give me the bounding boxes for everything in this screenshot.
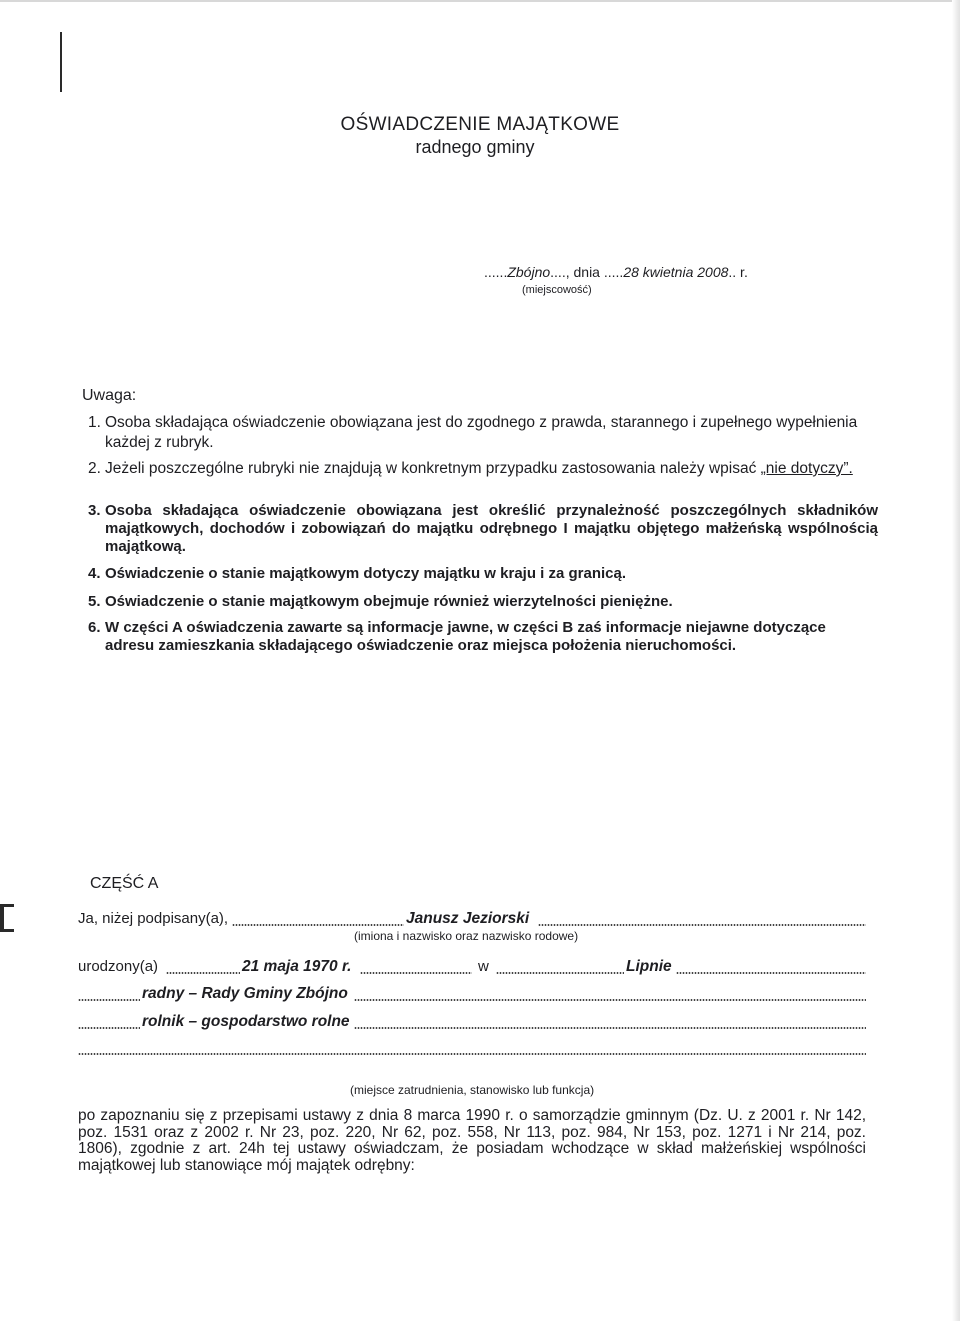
note-text: Osoba składająca oświadczenie obowiązana jest określić przynależność poszczególnych składników majątkowych, dochodów i zobowiązań do majątku odrębnego I majątku objętego małżeńską wspólnością majątkową. xyxy=(105,502,878,555)
declarant-caption: (imiona i nazwisko oraz nazwisko rodowe) xyxy=(354,929,579,943)
note-item xyxy=(88,459,878,479)
note-number: 4. xyxy=(88,565,101,582)
document-title: OŚWIADCZENIE MAJĄTKOWE xyxy=(340,114,620,135)
note-text: Osoba składająca oświadczenie obowiązana jest do zgodnego z prawda, starannego i zupełnego wypełnienia każdej z rubryk. xyxy=(105,414,858,451)
notes-heading: Uwaga: xyxy=(82,387,137,404)
note-item xyxy=(88,564,878,584)
declarant-name-value: Janusz Jeziorski xyxy=(406,910,530,927)
note-number: 1. xyxy=(88,414,101,431)
born-date-value: 21 maja 1970 r. xyxy=(242,958,352,975)
declarant-label: Ja, niżej podpisany(a), xyxy=(78,910,229,927)
note-text: Jeżeli poszczególne rubryki nie znajdują w konkretnym przypadku zastosowania należy wpisać xyxy=(105,460,761,477)
note-text: Oświadczenie o stanie majątkowym dotyczy majątku w kraju i za granicą. xyxy=(105,565,627,582)
note-number: 3. xyxy=(88,502,101,519)
birth-field[interactable] xyxy=(78,958,868,978)
note-number: 6. xyxy=(88,619,101,636)
date-value: 28 kwietnia 2008 xyxy=(623,264,729,280)
scan-mark xyxy=(60,32,62,92)
note-item xyxy=(88,592,878,612)
place-date-line xyxy=(484,264,748,280)
scan-edge-right xyxy=(952,0,960,1321)
place-dots: .... xyxy=(550,264,566,280)
declarant-name-field[interactable] xyxy=(78,910,868,930)
position-field-3[interactable] xyxy=(78,1039,868,1059)
place-caption: (miejscowość) xyxy=(522,284,592,296)
date-suffix: .. r. xyxy=(728,264,748,280)
born-place-value: Lipnie xyxy=(626,958,672,975)
note-number: 5. xyxy=(88,593,101,610)
statement-paragraph: po zapoznaniu się z przepisami ustawy z dnia 8 marca 1990 r. o samorządzie gminnym (Dz. U. z 2001 r. Nr 142, poz. 1531 oraz z 2002 r. Nr 23, poz. 220, Nr 62, poz. 558, Nr 113, poz. 984, Nr 153, poz. 1271 i Nr 214, poz. 1806), zgodnie z art. 24h tej ustawy oświadczam, że posiadam wchodzące w skład małżeńskiej wspólności majątkowej lub stanowiące mój majątek odrębny: xyxy=(78,1107,866,1174)
scan-bracket-mark xyxy=(0,904,14,932)
born-in-label: w xyxy=(478,958,489,975)
note-item xyxy=(88,413,878,453)
position-field-2[interactable] xyxy=(78,1013,868,1033)
born-label: urodzony(a) xyxy=(78,958,159,975)
position-field-1[interactable] xyxy=(78,985,868,1005)
scan-edge-top xyxy=(0,0,960,2)
position-caption: (miejsce zatrudnienia, stanowisko lub funkcja) xyxy=(350,1083,595,1097)
note-text: Oświadczenie o stanie majątkowym obejmuje również wierzytelności pieniężne. xyxy=(105,593,673,610)
place-prefix-dots: ...... xyxy=(484,264,508,280)
note-item xyxy=(88,619,878,655)
note-number: 2. xyxy=(88,460,101,477)
position-1-value: radny – Rady Gminy Zbójno xyxy=(142,985,348,1002)
place-value: Zbójno xyxy=(507,264,551,280)
document-subtitle: radnego gminy xyxy=(415,137,535,157)
position-2-value: rolnik – gospodarstwo rolne xyxy=(142,1013,350,1030)
date-separator: , dnia ..... xyxy=(565,264,624,280)
note-item xyxy=(88,502,878,556)
note-text: W części A oświadczenia zawarte są informacje jawne, w części B zaś informacje niejawne dotyczące adresu zamieszkania składającego oświadczenie oraz miejsca położenia nieruchomości. xyxy=(105,619,826,654)
section-heading: CZĘŚĆ A xyxy=(90,875,159,892)
note-text-underlined: „nie dotyczy”. xyxy=(760,460,853,477)
